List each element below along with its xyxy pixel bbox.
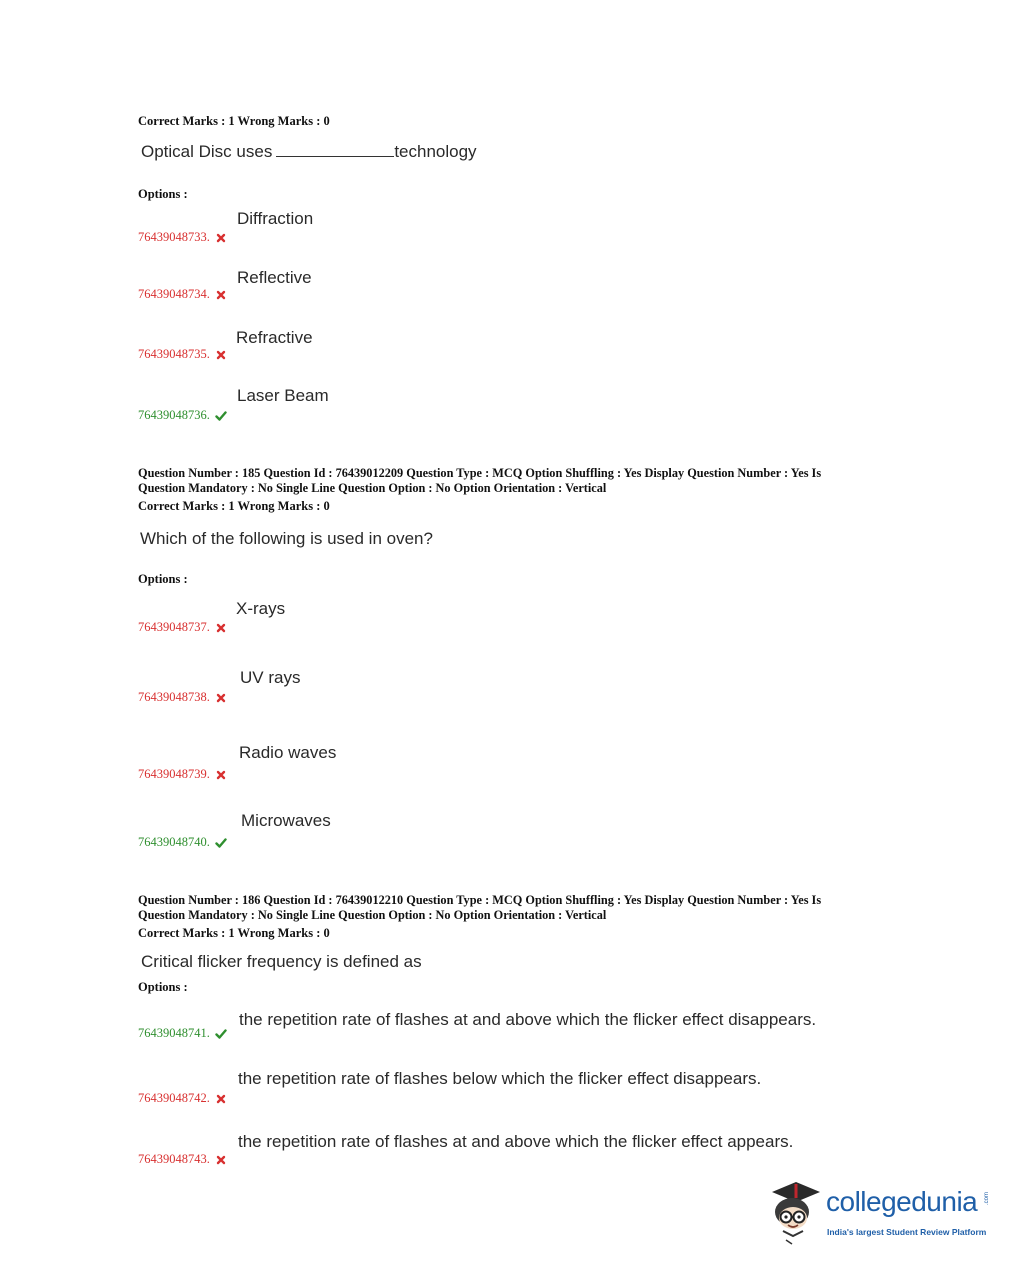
q186-option-text: the repetition rate of flashes below which the flicker effect disappears.	[238, 1069, 762, 1088]
q186-option-id: 76439048742.	[138, 1091, 227, 1106]
q184-option-text: Diffraction	[237, 209, 314, 228]
q186-header-line2: Question Mandatory : No Single Line Question Option : No Option Orientation : Vertical	[138, 908, 607, 922]
cross-icon	[215, 289, 227, 301]
collegedunia-logo	[766, 1178, 996, 1250]
cross-icon	[215, 1154, 227, 1166]
q186-option-id: 76439048741.	[138, 1026, 227, 1041]
q185-header-line1: Question Number : 185 Question Id : 76439012209 Question Type : MCQ Option Shuffling : Yes Display Question Number : Yes Is	[138, 466, 822, 480]
q186-question-text: Critical flicker frequency is defined as	[141, 952, 422, 971]
q185-option-id: 76439048740.	[138, 835, 227, 850]
q184-question-text: Optical Disc uses technology	[141, 142, 477, 161]
cross-icon	[215, 769, 227, 781]
logo-name: collegedunia	[826, 1186, 978, 1217]
cross-icon	[215, 692, 227, 704]
q185-option-id: 76439048738.	[138, 690, 227, 705]
q186-option-text: the repetition rate of flashes at and above which the flicker effect appears.	[238, 1132, 794, 1151]
q185-option-text: UV rays	[240, 668, 301, 687]
q186-option-id: 76439048743.	[138, 1152, 227, 1167]
cross-icon	[215, 349, 227, 361]
q184-option-id: 76439048735.	[138, 347, 227, 362]
q184-option-id: 76439048733.	[138, 230, 227, 245]
q184-options-label: Options :	[138, 187, 188, 201]
cross-icon	[215, 1093, 227, 1105]
q186-options-label: Options :	[138, 980, 188, 994]
q184-option-id: 76439048736.	[138, 408, 227, 423]
q185-option-id: 76439048737.	[138, 620, 227, 635]
logo-com: .com	[984, 1192, 990, 1206]
q185-option-text: Radio waves	[239, 743, 337, 762]
q184-option-text: Laser Beam	[237, 386, 329, 405]
q185-marks: Correct Marks : 1 Wrong Marks : 0	[138, 499, 330, 513]
answer-blank	[276, 142, 394, 157]
q185-question-text: Which of the following is used in oven?	[140, 529, 433, 548]
check-icon	[215, 837, 227, 849]
q184-marks: Correct Marks : 1 Wrong Marks : 0	[138, 114, 330, 128]
check-icon	[215, 410, 227, 422]
q186-header-line1: Question Number : 186 Question Id : 76439012210 Question Type : MCQ Option Shuffling : Yes Display Question Number : Yes Is	[138, 893, 822, 907]
logo-tagline: India's largest Student Review Platform	[827, 1227, 987, 1237]
q184-option-text: Refractive	[236, 328, 313, 347]
mascot-icon	[766, 1178, 824, 1246]
q186-marks: Correct Marks : 1 Wrong Marks : 0	[138, 926, 330, 940]
q184-option-text: Reflective	[237, 268, 312, 287]
q185-option-id: 76439048739.	[138, 767, 227, 782]
check-icon	[215, 1028, 227, 1040]
q185-option-text: X-rays	[236, 599, 286, 618]
q185-option-text: Microwaves	[241, 811, 331, 830]
q185-header-line2: Question Mandatory : No Single Line Question Option : No Option Orientation : Vertical	[138, 481, 607, 495]
q186-option-text: the repetition rate of flashes at and above which the flicker effect disappears.	[239, 1010, 817, 1029]
cross-icon	[215, 622, 227, 634]
q184-option-id: 76439048734.	[138, 287, 227, 302]
q185-options-label: Options :	[138, 572, 188, 586]
cross-icon	[215, 232, 227, 244]
